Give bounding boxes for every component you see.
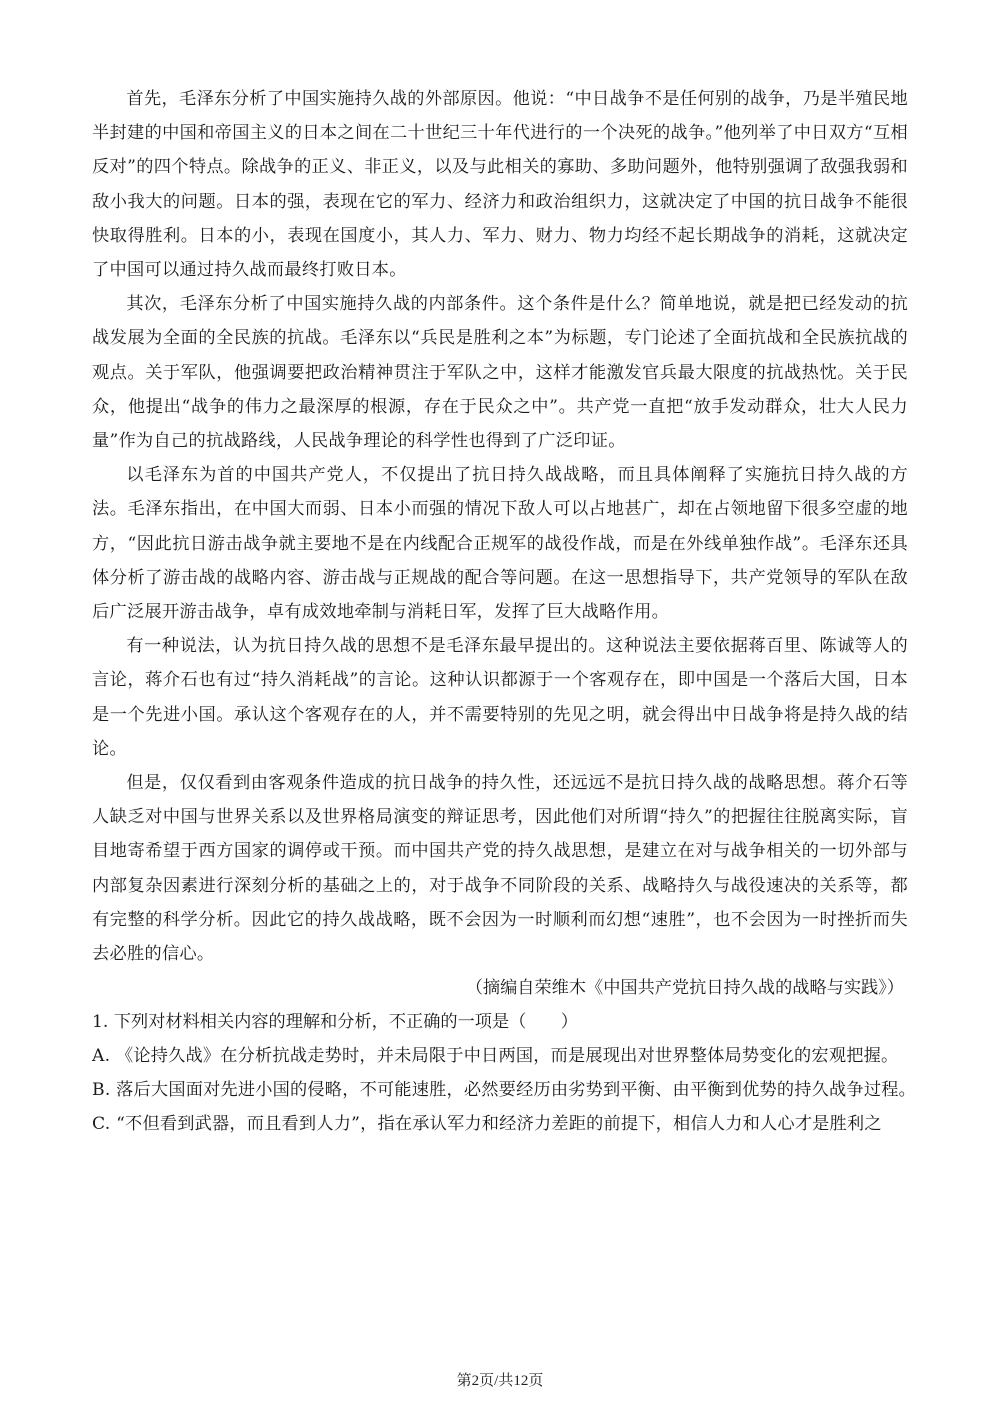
question-stem: 1. 下列对材料相关内容的理解和分析，不正确的一项是（ ） [92,1012,578,1033]
option-a: A. 《论持久战》在分析抗战走势时，并未局限于中日两国，而是展现出对世界整体局势变化的宏观把握。 [92,1046,899,1067]
paragraph-4: 有一种说法，认为抗日持久战的思想不是毛泽东最早提出的。这种说法主要依据蒋百里、陈诚等人的言论，蒋介石也有过“持久消耗战”的言论。这种认识都源于一个客观存在，即中国是一个落后大国，日本是一个先进小国。承认这个客观存在的人，并不需要特别的先见之明，就会得出中日战争将是持久战的结论。 [92,636,908,759]
page-number: 第2页/共12页 [456,1373,544,1389]
option-c: C. “不但看到武器，而且看到人力”，指在承认军力和经济力差距的前提下，相信人力和人心才是胜利之 [92,1114,882,1135]
paragraph-5: 但是，仅仅看到由客观条件造成的抗日战争的持久性，还远远不是抗日持久战的战略思想。蒋介石等人缺乏对中国与世界关系以及世界格局演变的辩证思考，因此他们对所谓“持久”的把握往往脱离实际，盲目地寄希望于西方国家的调停或干预。而中国共产党的持久战思想，是建立在对与战争相关的一切外部与内部复杂因素进行深刻分析的基础之上的，对于战争不同阶段的关系、战略持久与战役速决的关系等，都有完整的科学分析。因此它的持久战战略，既不会因为一时顺利而幻想“速胜”，也不会因为一时挫折而失去必胜的信心。 [92,773,908,965]
paragraph-3: 以毛泽东为首的中国共产党人，不仅提出了抗日持久战战略，而且具体阐释了实施抗日持久战的方法。毛泽东指出，在中国大而弱、日本小而强的情况下敌人可以占地甚广，却在占领地留下很多空虚的地方，“因此抗日游击战争就主要地不是在内线配合正规军的战役作战，而是在外线单独作战”。毛泽东还具体分析了游击战的战略内容、游击战与正规战的配合等问题。在这一思想指导下，共产党领导的军队在敌后广泛展开游击战争，卓有成效地牵制与消耗日军，发挥了巨大战略作用。 [92,465,908,623]
option-b: B. 落后大国面对先进小国的侵略，不可能速胜，必然要经历由劣势到平衡、由平衡到优势的持久战争过程。 [92,1080,916,1101]
source-citation: （摘编自荣维木《中国共产党抗日持久战的战略与实践》） [465,978,904,999]
paragraph-2: 其次，毛泽东分析了中国实施持久战的内部条件。这个条件是什么？简单地说，就是把已经发动的抗战发展为全面的全民族的抗战。毛泽东以“兵民是胜利之本”为标题，专门论述了全面抗战和全民族抗战的观点。关于军队，他强调要把政治精神贯注于军队之中，这样才能激发官兵最大限度的抗战热忱。关于民众，他提出“战争的伟力之最深厚的根源，存在于民众之中”。共产党一直把“放手发动群众，壮大人民力量”作为自己的抗战路线，人民战争理论的科学性也得到了广泛印证。 [92,294,908,452]
document-body [92,82,916,1141]
paragraph-1: 首先，毛泽东分析了中国实施持久战的外部原因。他说：“中日战争不是任何别的战争，乃是半殖民地半封建的中国和帝国主义的日本之间在二十世纪三十年代进行的一个决死的战争。”他列举了中日双方“互相反对”的四个特点。除战争的正义、非正义，以及与此相关的寡助、多助问题外，他特别强调了敌强我弱和敌小我大的问题。日本的强，表现在它的军力、经济力和政治组织力，这就决定了中国的抗日战争不能很快取得胜利。日本的小，表现在国度小，其人力、军力、财力、物力均经不起长期战争的消耗，这就决定了中国可以通过持久战而最终打败日本。 [92,89,908,281]
